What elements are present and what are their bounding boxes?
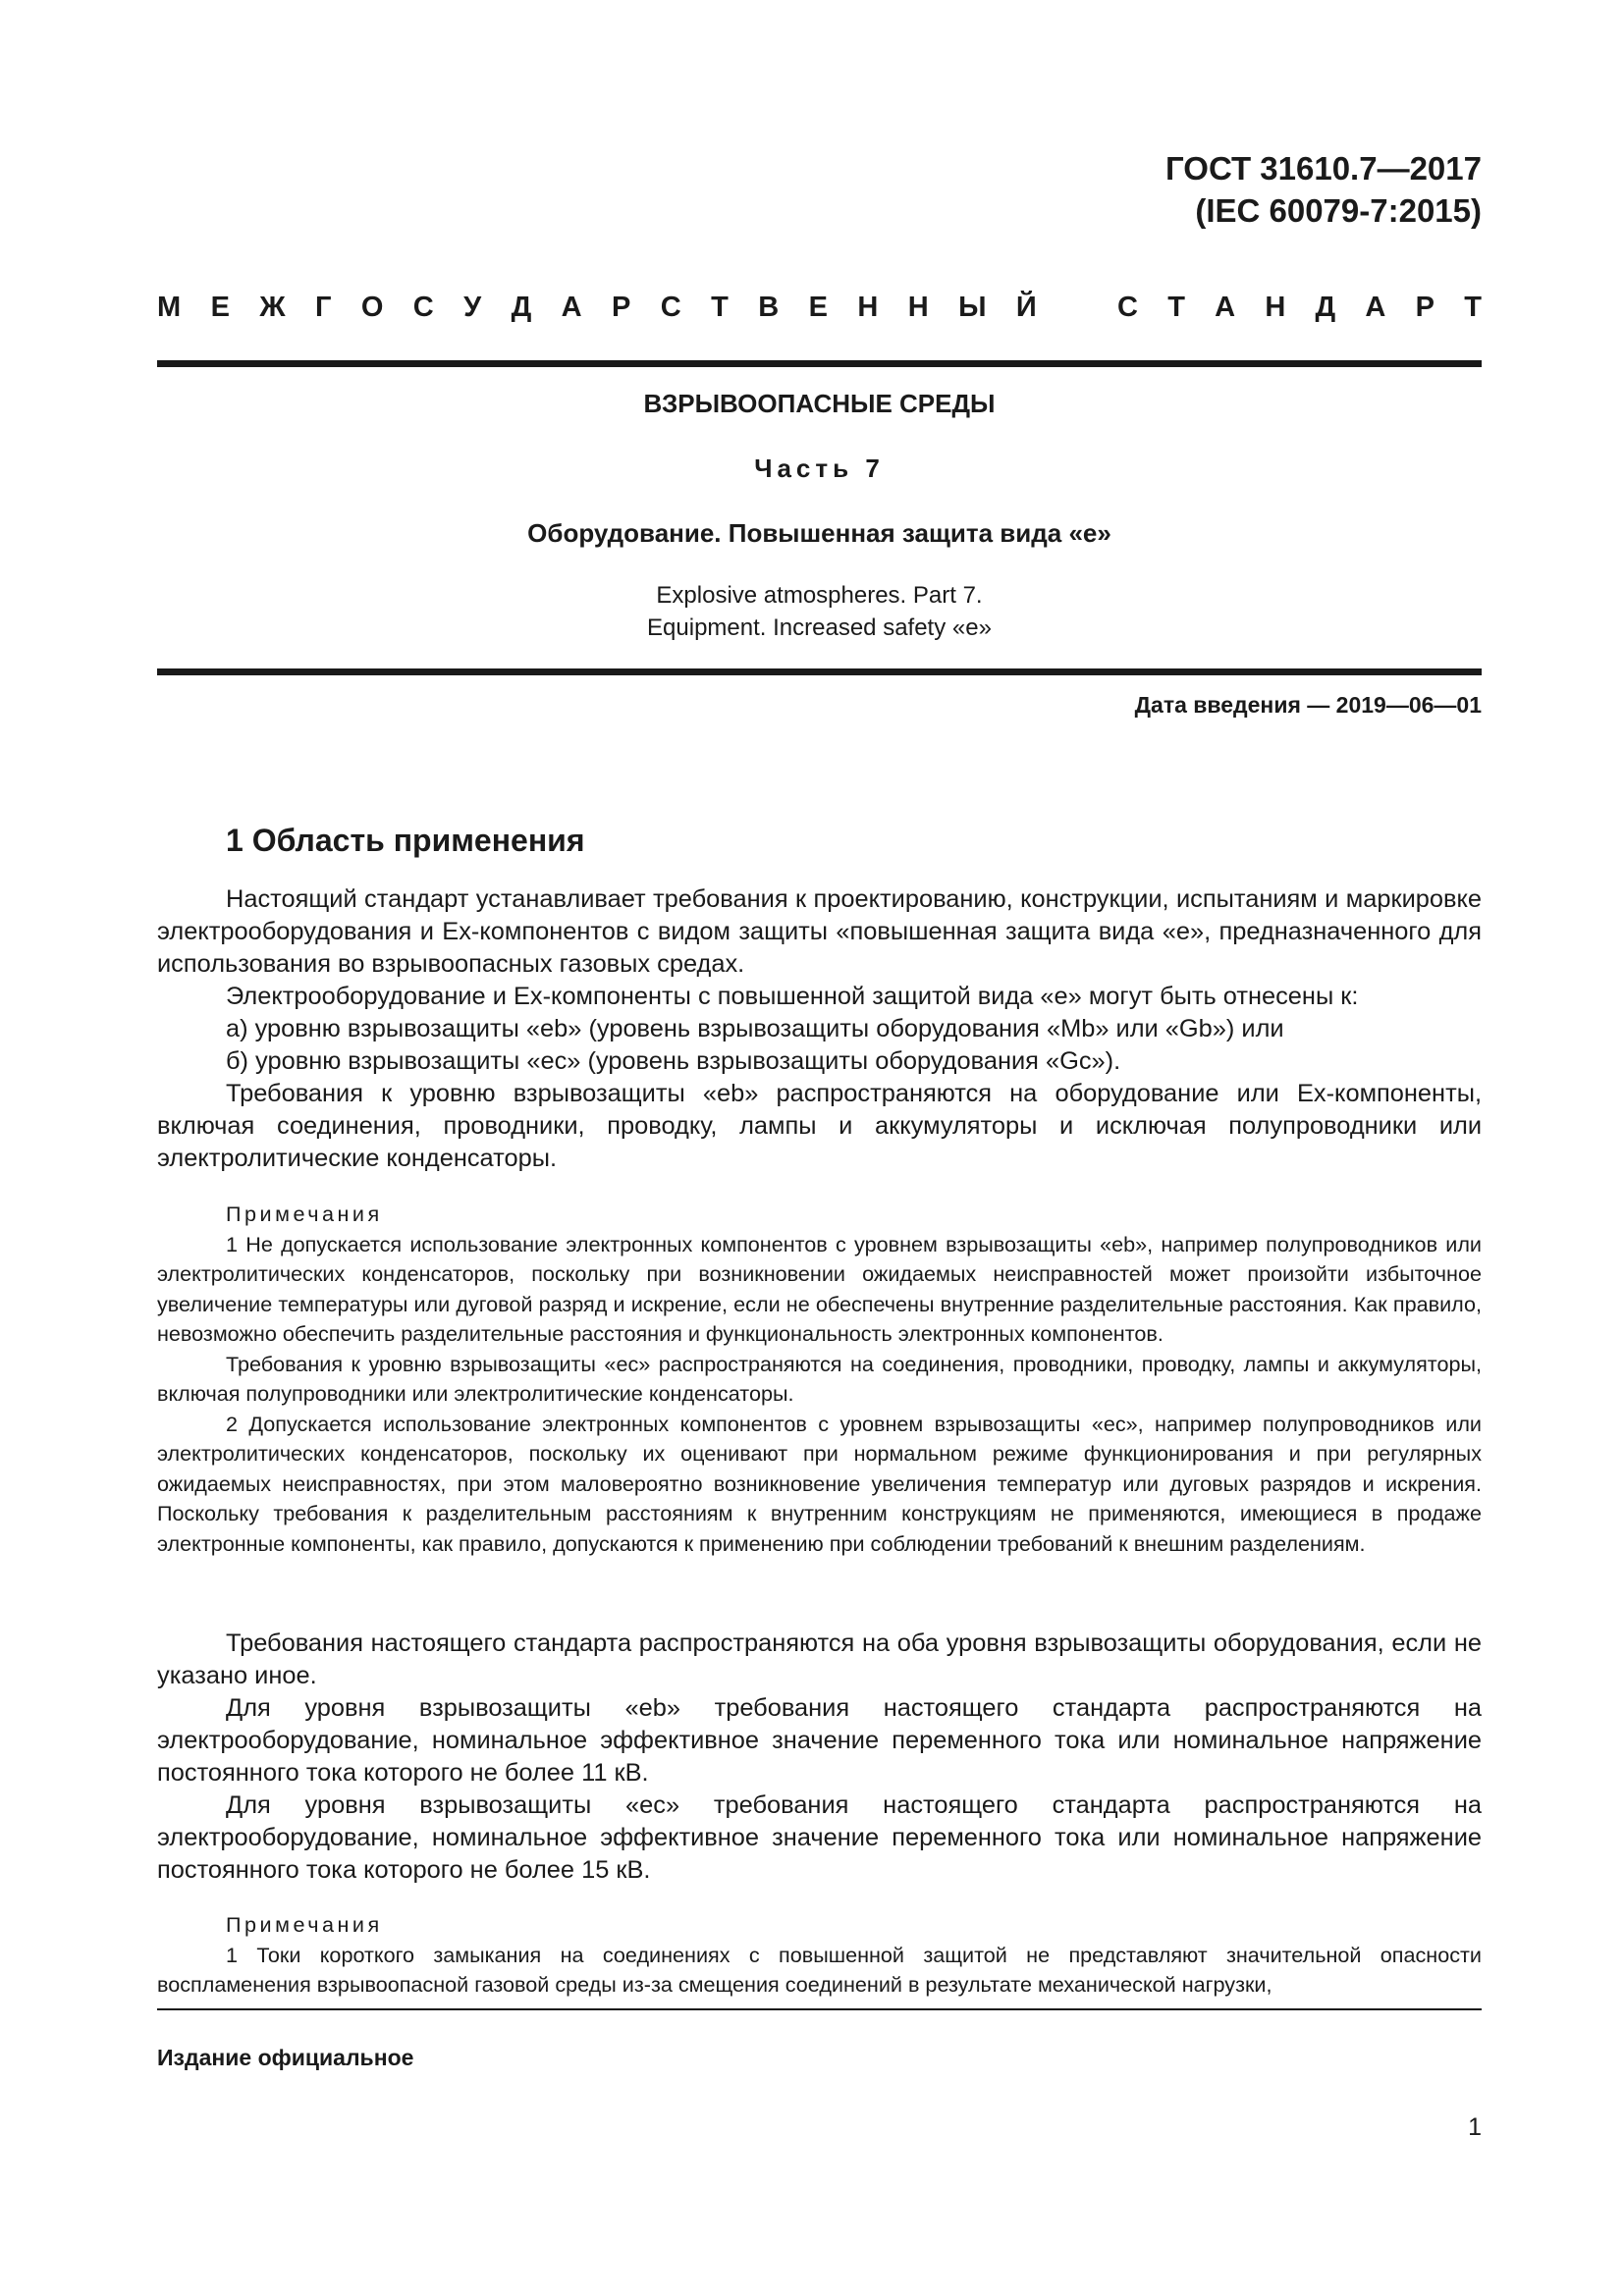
iec-number: (IEC 60079-7:2015) — [1195, 192, 1482, 229]
page-number: 1 — [1468, 2113, 1482, 2141]
note: 1 Не допускается использование электронных компонентов с уровнем взрывозащиты «eb», например полупроводников или электролитических конденсаторов, поскольку при возникновении ожидаемых неисправностей может произойти избыточное увеличение температуры или дуговой разряд и искрение, если не обеспечены внутренние разделительные расстояния. Как правило, невозможно обеспечить разделительные расстояния и функциональность электронных компонентов. — [157, 1231, 1482, 1346]
banner-letter: Н — [857, 291, 879, 323]
banner-letter: Й — [1015, 291, 1037, 323]
note: 2 Допускается использование электронных компонентов с уровнем взрывозащиты «ec», например полупроводников или электролитических конденсаторов, поскольку их оценивают при нормальном режиме функционирования и при регулярных ожидаемых неисправностях, при этом маловероятно возникновение увеличения температур или дуговых разрядов и искрения. Поскольку требования к разделительным расстояниям к внутренним конструкциям не применяются, имеющиеся в продаже электронные компоненты, как правило, допускаются к применению при соблюдении требований к внешним разделениям. — [157, 1411, 1482, 1556]
section-heading: 1 Область применения — [226, 823, 585, 858]
notes-block-1 — [157, 1200, 1482, 1559]
english-title-line1: Explosive atmospheres. Part 7. — [656, 582, 983, 609]
paragraph: Электрооборудование и Ex-компоненты с повышенной защитой вида «е» могут быть отнесены к: — [226, 983, 1359, 1010]
banner-letter: Н — [1265, 291, 1286, 323]
notes-block-2 — [157, 1910, 1482, 2001]
banner-letter: О — [360, 291, 384, 323]
banner-letter: С — [660, 291, 681, 323]
banner-letter: Г — [314, 291, 332, 323]
introduction-date: Дата введения — 2019—06—01 — [1134, 692, 1482, 718]
banner-letter: Т — [1464, 291, 1482, 323]
paragraph: Для уровня взрывозащиты «eb» требования настоящего стандарта распространяются на электрооборудование, номинальное эффективное значение переменного тока или номинальное напряжение постоянного тока которого не более 11 кВ. — [157, 1694, 1482, 1787]
banner-letter: Ж — [259, 291, 286, 323]
banner-letter: Е — [210, 291, 230, 323]
banner-letter: Т — [1167, 291, 1185, 323]
list-item: б) уровню взрывозащиты «ec» (уровень взрывозащиты оборудования «Gc»). — [226, 1047, 1121, 1075]
english-title-line2: Equipment. Increased safety «e» — [647, 614, 992, 641]
interstate-standard-banner — [157, 288, 1482, 327]
document-code — [1165, 147, 1482, 232]
notes-heading: Примечания — [226, 1201, 383, 1226]
banner-letter: Ы — [958, 291, 987, 323]
banner-letter: Т — [711, 291, 729, 323]
section-body-1 — [157, 883, 1482, 1175]
banner-letter: Д — [511, 291, 532, 323]
english-title — [157, 579, 1482, 644]
banner-letter: М — [157, 291, 182, 323]
note: 1 Токи короткого замыкания на соединениях с повышенной защитой не представляют значительной опасности воспламенения взрывоопасной газовой среды из-за смещения соединений в результате механической нагрузки, — [157, 1942, 1482, 1997]
banner-letter: А — [1365, 291, 1386, 323]
banner-word-interstate — [157, 292, 1037, 324]
banner-letter: Е — [808, 291, 828, 323]
official-edition-label: Издание официальное — [157, 2045, 414, 2070]
part-number: Часть 7 — [754, 454, 885, 483]
banner-letter: Д — [1315, 291, 1336, 323]
paragraph: Настоящий стандарт устанавливает требования к проектированию, конструкции, испытаниям и маркировке электрооборудования и Ex-компонентов с видом защиты «повышенная защита вида «е», предназначенного для использования во взрывоопасных газовых средах. — [157, 885, 1482, 978]
gost-number: ГОСТ 31610.7—2017 — [1165, 150, 1482, 187]
document-subtitle: Оборудование. Повышенная защита вида «е» — [527, 518, 1111, 548]
document-title: ВЗРЫВООПАСНЫЕ СРЕДЫ — [643, 389, 996, 418]
footer-rule — [157, 2008, 1482, 2010]
banner-letter: А — [1215, 291, 1236, 323]
banner-letter: А — [561, 291, 582, 323]
note: Требования к уровню взрывозащиты «ec» распространяются на соединения, проводники, проводку, лампы и аккумуляторы, включая полупроводники или электролитические конденсаторы. — [157, 1351, 1482, 1406]
paragraph: Требования настоящего стандарта распространяются на оба уровня взрывозащиты оборудования, если не указано иное. — [157, 1629, 1482, 1689]
banner-letter: У — [463, 291, 482, 323]
banner-letter: С — [412, 291, 434, 323]
banner-letter: Р — [1415, 291, 1435, 323]
notes-heading: Примечания — [226, 1912, 383, 1937]
section-body-2 — [157, 1628, 1482, 1887]
banner-letter: С — [1117, 291, 1138, 323]
title-bottom-rule — [157, 668, 1482, 675]
banner-letter: В — [758, 291, 780, 323]
paragraph: Для уровня взрывозащиты «ec» требования настоящего стандарта распространяются на электрооборудование, номинальное эффективное значение переменного тока или номинальное напряжение постоянного тока которого не более 15 кВ. — [157, 1791, 1482, 1884]
top-rule — [157, 360, 1482, 367]
paragraph: Требования к уровню взрывозащиты «eb» распространяются на оборудование или Ex-компоненты, включая соединения, проводники, проводку, лампы и аккумуляторы и исключая полупроводники или электролитические конденсаторы. — [157, 1080, 1482, 1172]
list-item: а) уровню взрывозащиты «eb» (уровень взрывозащиты оборудования «Mb» или «Gb») или — [226, 1015, 1284, 1042]
banner-word-standard — [1117, 292, 1482, 324]
banner-letter: Р — [612, 291, 631, 323]
banner-letter: Н — [907, 291, 929, 323]
